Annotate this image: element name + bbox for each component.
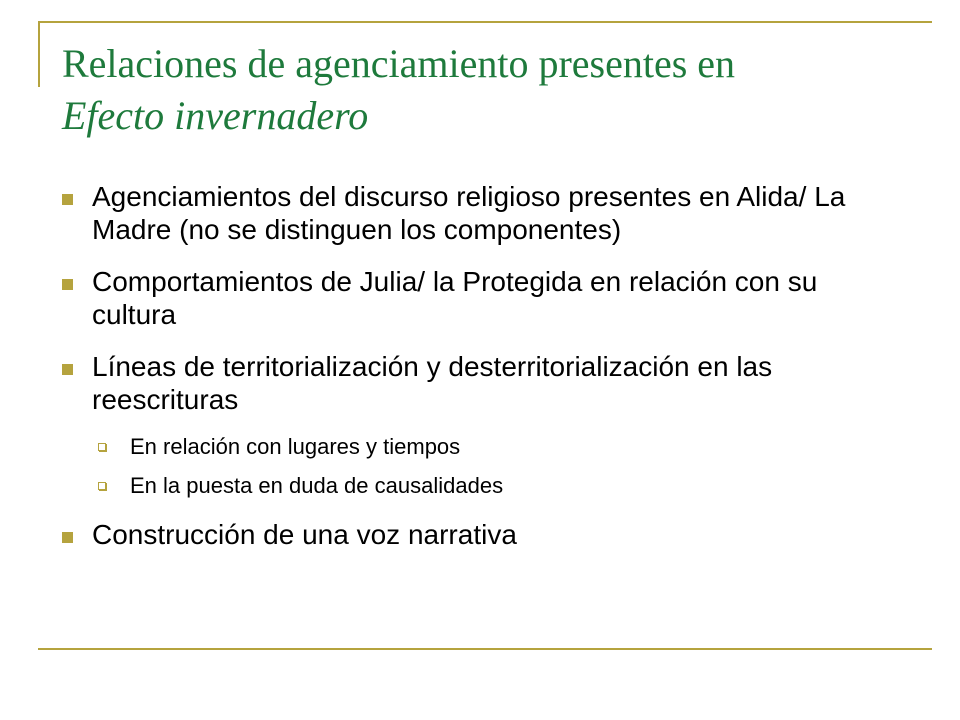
bullet-item — [62, 350, 902, 499]
bullet-text: Agenciamientos del discurso religioso presentes en Alida/ La Madre (no se distinguen los componentes) — [92, 181, 846, 245]
bullet-text: Comportamientos de Julia/ la Protegida en relación con su cultura — [92, 266, 818, 330]
title-line-2: Efecto invernadero — [62, 93, 369, 138]
square-bullet-icon — [62, 364, 73, 375]
sub-bullet-item — [92, 473, 902, 499]
top-rule — [38, 21, 932, 23]
left-rule — [38, 21, 40, 87]
bullet-item — [62, 518, 902, 551]
bottom-rule — [38, 648, 932, 650]
square-bullet-icon — [62, 194, 73, 205]
bullet-item — [62, 180, 902, 246]
sub-bullet-list — [92, 434, 902, 499]
sub-bullet-text: En relación con lugares y tiempos — [130, 434, 461, 459]
square-bullet-icon — [62, 532, 73, 543]
title-line-1: Relaciones de agenciamiento presentes en — [62, 41, 736, 86]
hollow-square-bullet-icon — [98, 443, 106, 451]
bullet-item — [62, 265, 902, 331]
bullet-list — [62, 180, 902, 570]
bullet-text: Líneas de territorialización y desterritorialización en las reescrituras — [92, 351, 773, 415]
sub-bullet-text: En la puesta en duda de causalidades — [130, 473, 504, 498]
sub-bullet-item — [92, 434, 902, 460]
square-bullet-icon — [62, 279, 73, 290]
slide-title — [62, 38, 902, 142]
hollow-square-bullet-icon — [98, 482, 106, 490]
bullet-text: Construcción de una voz narrativa — [92, 519, 517, 550]
